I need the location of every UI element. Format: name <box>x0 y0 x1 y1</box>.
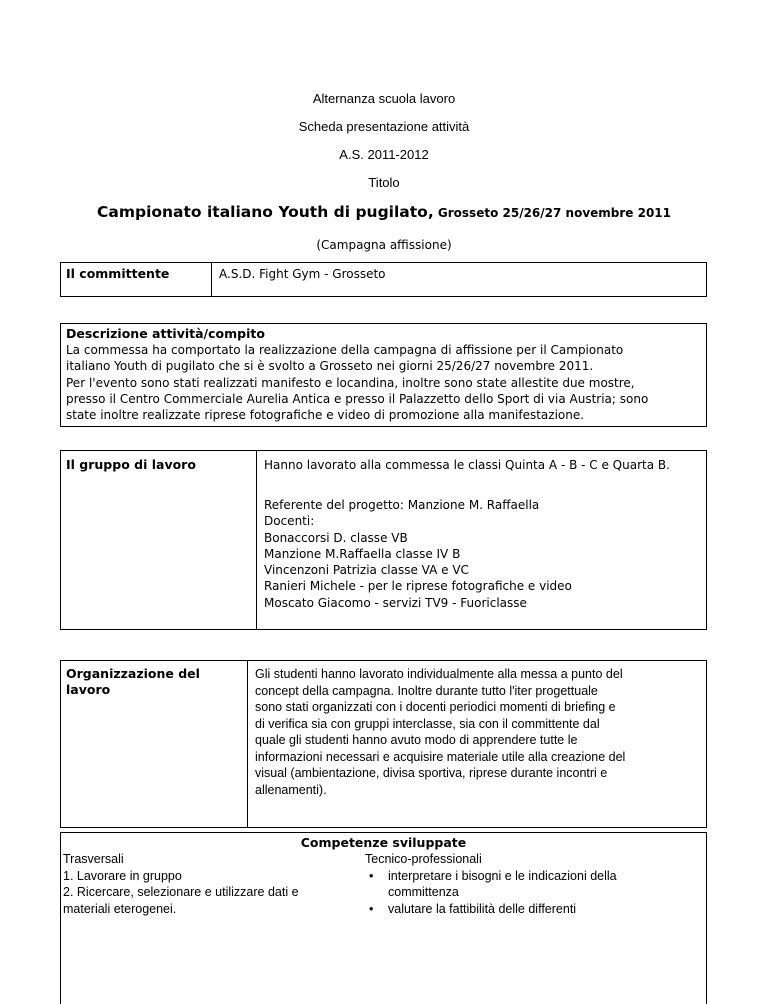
tecnico-item <box>361 868 701 901</box>
gruppo-label: Il gruppo di lavoro <box>66 457 196 472</box>
trasversali-item: 1. Lavorare in gruppo <box>63 868 182 883</box>
competenze-title: Competenze sviluppate <box>300 835 467 850</box>
gruppo-line: Vincenzoni Patrizia classe VA e VC <box>264 563 469 578</box>
gruppo-line: Bonaccorsi D. classe VB <box>264 530 408 545</box>
organizzazione-line: Gli studenti hanno lavorato individualmente alla messa a punto del <box>255 667 623 681</box>
organizzazione-line: quale gli studenti hanno avuto modo di apprendere tutte le <box>255 733 578 747</box>
organizzazione-line: informazioni necessari e acquisire materiale utile alla creazione del <box>255 749 626 764</box>
tecnico-item <box>361 901 701 918</box>
title-main-text: Campionato italiano Youth di pugilato, <box>96 203 434 221</box>
gruppo-table <box>60 450 707 630</box>
organizzazione-label-line: lavoro <box>66 682 111 697</box>
organizzazione-line: di verifica sia con gruppi interclasse, sia con il committente dal <box>255 716 600 731</box>
descrizione-text <box>66 342 648 423</box>
descrizione-line: Per l'evento sono stati realizzati manifesto e locandina, inoltre sono state allestite due mostre, <box>66 375 635 390</box>
competenze-trasversali <box>63 851 363 917</box>
trasversali-heading: Trasversali <box>63 852 124 866</box>
organizzazione-table <box>60 660 707 828</box>
document-title <box>0 201 768 224</box>
descrizione-line: presso il Centro Commerciale Aurelia Antica e presso il Palazzetto dello Sport di via Austria; sono <box>66 391 649 406</box>
gruppo-line: Manzione M.Raffaella classe IV B <box>264 546 461 561</box>
organizzazione-line: concept della campagna. Inoltre durante tutto l'iter progettuale <box>255 683 598 698</box>
committente-value: A.S.D. Fight Gym - Grosseto <box>219 267 386 281</box>
header-line-3: A.S. 2011-2012 <box>339 147 429 162</box>
gruppo-line: Ranieri Michele - per le riprese fotografiche e video <box>264 579 572 594</box>
tecnico-list <box>361 868 701 918</box>
header-line-4: Titolo <box>368 175 400 190</box>
committente-label: Il committente <box>66 266 170 281</box>
gruppo-intro: Hanno lavorato alla commessa le classi Quinta A - B - C e Quarta B. <box>264 458 670 472</box>
title-sub-text: Grosseto 25/26/27 novembre 2011 <box>433 206 672 220</box>
gruppo-line: Moscato Giacomo - servizi TV9 - Fuoriclasse <box>264 595 527 610</box>
tecnico-item-continuation: committenza <box>388 885 459 899</box>
organizzazione-line: allenamenti). <box>255 782 327 797</box>
header-line-1: Alternanza scuola lavoro <box>312 91 456 106</box>
document-subtitle: (Campagna affissione) <box>316 238 452 252</box>
organizzazione-text <box>255 666 625 798</box>
tecnico-heading: Tecnico-professionali <box>365 852 482 866</box>
gruppo-line: Docenti: <box>264 514 315 529</box>
organizzazione-label <box>66 666 200 698</box>
competenze-table <box>60 832 707 1004</box>
trasversali-item: 2. Ricercare, selezionare e utilizzare dati e <box>63 885 299 899</box>
tecnico-item-text: interpretare i bisogni e le indicazioni della <box>388 868 617 883</box>
descrizione-label: Descrizione attività/compito <box>66 326 265 341</box>
tecnico-item-text: valutare la fattibilità delle differenti <box>388 901 577 916</box>
organizzazione-label-line: Organizzazione del <box>66 666 200 681</box>
header-line-2: Scheda presentazione attività <box>298 119 470 134</box>
descrizione-line: italiano Youth di pugilato che si è svolto a Grosseto nei giorni 25/26/27 novembre 2011. <box>66 359 594 374</box>
committente-table <box>60 262 707 297</box>
gruppo-line: Referente del progetto: Manzione M. Raffaella <box>264 498 540 512</box>
descrizione-line: La commessa ha comportato la realizzazione della campagna di affissione per il Campionato <box>66 343 624 357</box>
gruppo-details <box>264 497 572 611</box>
organizzazione-line: sono stati organizzati con i docenti periodici momenti di briefing e <box>255 700 616 714</box>
organizzazione-line: visual (ambientazione, divisa sportiva, riprese durante incontri e <box>255 766 608 780</box>
trasversali-item: materiali eterogenei. <box>63 901 177 916</box>
descrizione-box <box>60 323 707 427</box>
competenze-tecnico <box>361 851 701 917</box>
descrizione-line: state inoltre realizzate riprese fotografiche e video di promozione alla manifestazione. <box>66 408 585 423</box>
